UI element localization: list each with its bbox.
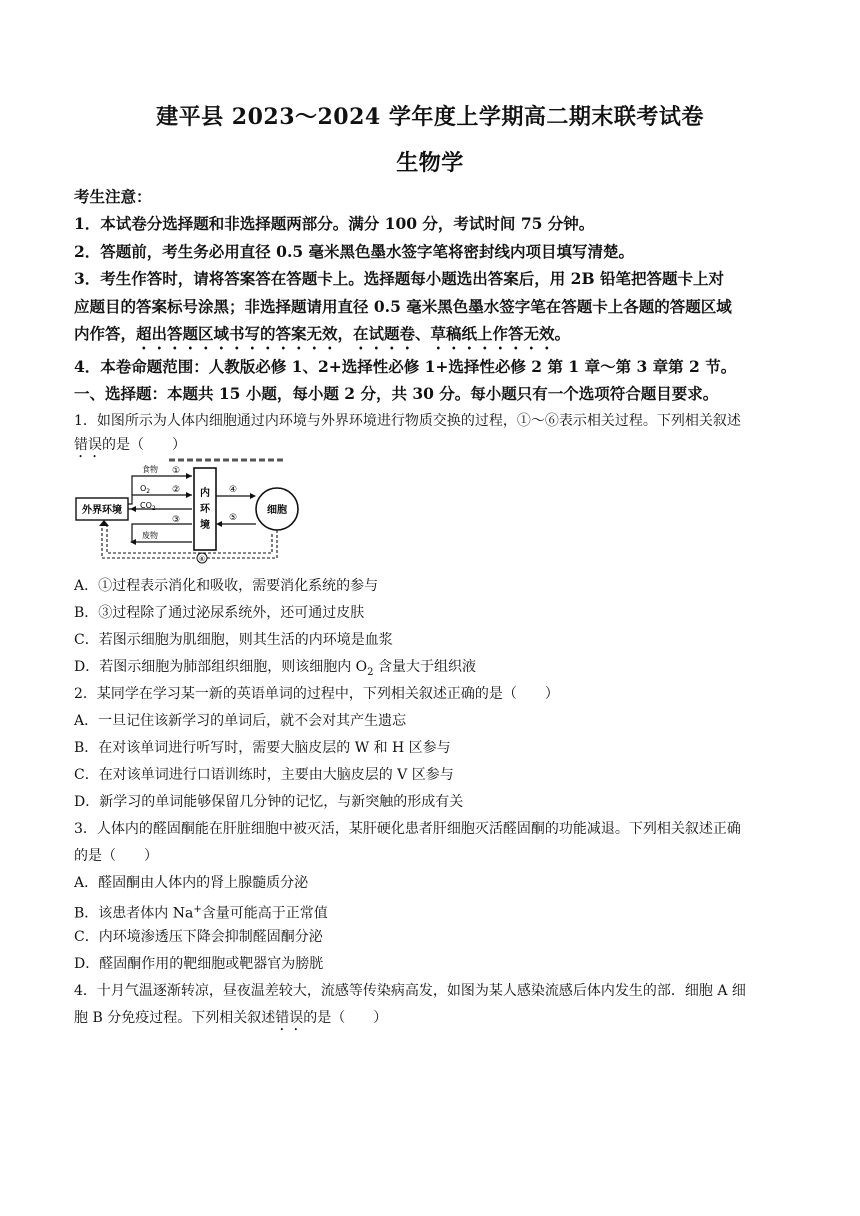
- q4-stem-line-2: [74, 1007, 794, 1034]
- q2-option-c: C．在对该单词进行口语训练时，主要由大脑皮层的 V 区参与: [74, 767, 454, 783]
- emphasis-text: 超出答题区域书写的答案无效: [136, 324, 338, 343]
- q2-stem: 2．某同学在学习某一新的英语单词的过程中，下列相关叙述正确的是（ ）: [74, 686, 559, 702]
- q3-option-d: D．醛固酮作用的靶细胞或靶器官为膀胱: [74, 956, 324, 972]
- o2-label: $O_2$: [140, 484, 151, 495]
- subject-title: 生物学: [396, 150, 464, 176]
- emphasis-text: 错误: [74, 437, 102, 453]
- notice-heading: 考生注意：: [74, 187, 152, 206]
- process-5-label: ⑤: [229, 513, 238, 523]
- superscript: +: [193, 904, 202, 915]
- q4-stem-line-1: 4．十月气温逐渐转凉，昼夜温差较大，流感等传染病高发，如图为某人感染流感后体内发生的部．细胞 A 细: [74, 983, 746, 999]
- notice-text: ，: [337, 324, 354, 343]
- q1-stem-line-1: 1．如图所示为人体内细胞通过内环境与外界环境进行物质交换的过程，①～⑥表示相关过程。下列相关叙述: [74, 413, 741, 429]
- q1-exchange-diagram: [74, 454, 304, 564]
- option-text: 含量大于组织液: [373, 659, 476, 675]
- subscript: 2: [367, 666, 374, 678]
- emphasis-text: 在试题卷、草稿纸上作答无效: [353, 324, 555, 343]
- q1-option-a: A．①过程表示消化和吸收，需要消化系统的参与: [74, 578, 379, 594]
- q3-option-b: [74, 899, 794, 925]
- q4-stem-text: 的是（ ）: [303, 1010, 388, 1026]
- process-6-label: ⑥: [198, 555, 206, 563]
- exam-title: 建平县 2023～2024 学年度上学期高二期末联考试卷: [156, 104, 704, 130]
- q1-stem-text: 的是（ ）: [102, 437, 186, 453]
- waste-label: 废物: [142, 531, 158, 540]
- notice-item-2: 2．答题前，考生务必用直径 0.5 毫米黑色墨水签字笔将密封线内项目填写清楚。: [74, 242, 635, 261]
- q1-option-c: C．若图示细胞为肌细胞，则其生活的内环境是血浆: [74, 632, 393, 648]
- notice-item-1: 1．本试卷分选择题和非选择题两部分。满分 100 分，考试时间 75 分钟。: [74, 214, 595, 233]
- q1-option-b: B．③过程除了通过泌尿系统外，还可通过皮肤: [74, 605, 365, 621]
- outer-environment-label: 外界环境: [82, 505, 122, 516]
- q1-option-d: [74, 656, 794, 684]
- process-1-label: ①: [172, 466, 181, 476]
- process-2-label: ②: [172, 485, 181, 495]
- co2-label: $CO_2$: [140, 501, 156, 512]
- notice-item-3-line-2: 应题目的答案标号涂黑；非选择题请用直径 0.5 毫米黑色墨水签字笔在答题卡上各题的答题区域: [74, 297, 732, 316]
- inner-env-char-2: 环: [200, 504, 210, 515]
- inner-env-char-1: 内: [200, 488, 210, 499]
- cell-label: 细胞: [267, 505, 287, 516]
- option-text: D．若图示细胞为肺部组织细胞，则该细胞内 O: [74, 659, 368, 675]
- q3-stem-line-2: 的是（ ）: [74, 848, 158, 864]
- emphasis-text: 错误: [275, 1010, 304, 1026]
- process-3-label: ③: [172, 515, 181, 525]
- notice-text: 内作答，: [74, 324, 137, 343]
- notice-item-3-line-1: 3．考生作答时，请将答案答在答题卡上。选择题每小题选出答案后，用 2B 铅笔把答题卡上对: [74, 269, 724, 288]
- process-4-label: ④: [229, 485, 238, 495]
- option-text: B．该患者体内 Na: [74, 905, 194, 922]
- q3-option-a: A．醛固酮由人体内的肾上腺髓质分泌: [74, 875, 309, 891]
- q3-stem-line-1: 3．人体内的醛固酮能在肝脏细胞中被灭活，某肝硬化患者肝细胞灭活醛固酮的功能减退。下列相关叙述正确: [74, 821, 741, 837]
- q2-option-b: B．在对该单词进行听写时，需要大脑皮层的 W 和 H 区参与: [74, 740, 451, 756]
- food-label: 食物: [142, 465, 158, 474]
- q2-option-a: A．一旦记住该新学习的单词后，就不会对其产生遗忘: [74, 713, 407, 729]
- inner-env-char-3: 境: [200, 520, 210, 531]
- section-heading: 一、选择题：本题共 15 小题，每小题 2 分，共 30 分。每小题只有一个选项符合题目要求。: [74, 384, 719, 403]
- notice-text: 。: [554, 324, 571, 343]
- notice-item-3-line-3: [74, 323, 794, 353]
- q4-stem-text: 胞 B 分免疫过程。下列相关叙述: [74, 1010, 276, 1026]
- q3-option-c: C．内环境渗透压下降会抑制醛固酮分泌: [74, 929, 323, 945]
- q2-option-d: D．新学习的单词能够保留几分钟的记忆，与新突触的形成有关: [74, 794, 464, 810]
- notice-item-4: 4．本卷命题范围：人教版必修 1、2+选择性必修 1+选择性必修 2 第 1 章～第 3 章第 2 节。: [74, 357, 737, 376]
- option-text: 含量可能高于正常值: [201, 905, 328, 922]
